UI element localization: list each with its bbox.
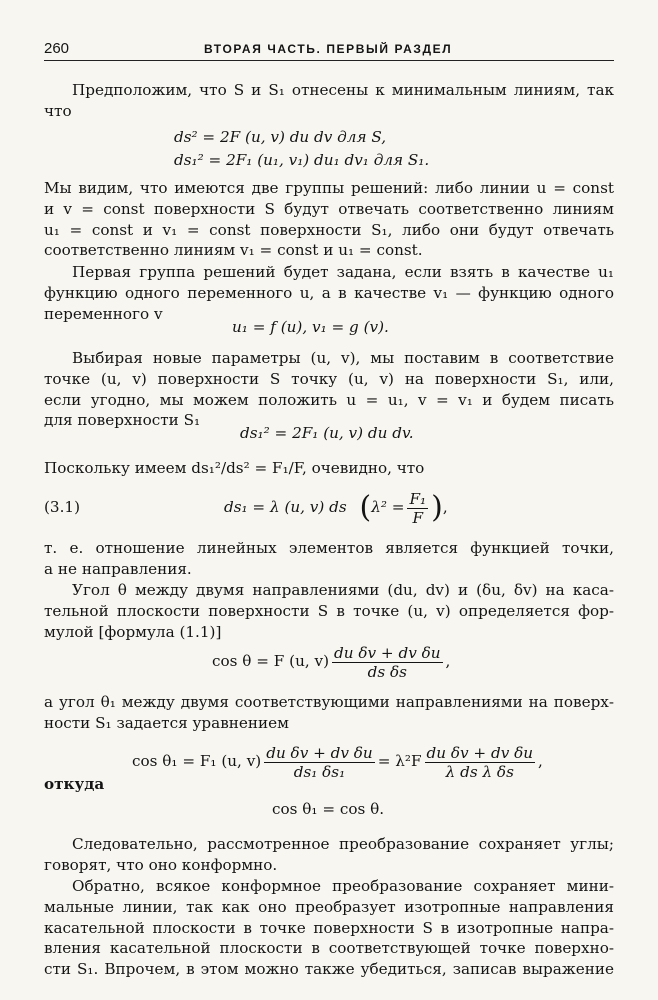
equation-cos-equal: cos θ₁ = cos θ.: [272, 800, 385, 818]
equation-cos-theta1: cos θ₁ = F₁ (u, v) $\frac{\text{du δv + dv δu}}{\text{ds₁ δs₁}}$ = λ²F $\frac{\text{du δv + dv δu}}{\text{λ ds λ δs}}$ ,: [132, 743, 543, 781]
equation-ds2: ds² = 2F (u, v) du dv для S,: [174, 128, 387, 146]
paragraph-angle-theta1: а угол θ₁ между двумя соответствующими направлениями на поверх- ности S₁ задается уравнением: [44, 693, 614, 732]
running-title: ВТОРАЯ ЧАСТЬ. ПЕРВЫЙ РАЗДЕЛ: [204, 42, 453, 56]
equation-3-1-denominator: F: [412, 508, 424, 527]
equation-cos-theta1-denominator-2: λ ds λ δs: [445, 762, 514, 781]
paragraph-first-group: Первая группа решений будет задана, если взять в качестве u₁ функцию одного переменного u, а в качестве v₁ — функцию одного переменного v: [44, 263, 614, 323]
paragraph-conformal: Следовательно, рассмотренное преобразование сохраняет углы; говорят, что оно конформно.: [44, 835, 614, 874]
paragraph-ratio: т. е. отношение линейных элементов является функцией точки, а не направления.: [44, 539, 614, 578]
paragraph-converse: Обратно, всякое конформное преобразование сохраняет мини- мальные линии, так как оно преобразует изотропные направления касательной плоскости в точке поверхности S в изотропные напра- вления касательной плоскости в соответствующей точке поверхно- сти S₁. Впрочем, в этом можно также убедиться, записав выражение: [44, 877, 614, 979]
equation-cos-theta-numerator: du δv + dv δu: [334, 643, 441, 662]
paragraph-new-parameters: Выбирая новые параметры (u, v), мы поставим в соответствие точке (u, v) поверхности S точку (u, v) на поверхности S₁, или, если угодно, мы можем положить u = u₁, v = v₁ и будем писать для поверхности S₁: [44, 349, 614, 430]
paragraph-minimal-lines: Предположим, что S и S₁ отнесены к минимальным линиям, так что: [44, 81, 614, 120]
equation-3-1-main: ds₁ = λ (u, v) ds: [224, 498, 347, 516]
equation-3-1: ds₁ = λ (u, v) ds (λ² = $\frac{\text{F₁}}{F}$ ),: [224, 489, 448, 527]
paragraph-two-groups: Мы видим, что имеются две группы решений: либо линии u = const и v = const поверхности S будут отвечать соответственно линиям u₁ = const и v₁ = const поверхности S₁, либо они будут отвечать соответственно линиям v₁ = const и u₁ = const.: [44, 179, 614, 260]
equation-3-1-numerator: F₁: [409, 489, 427, 508]
equation-3-1-cond: λ² =: [371, 498, 405, 516]
page: [44, 36, 614, 979]
equation-ds1-uv: ds₁² = 2F₁ (u, v) du dv.: [240, 424, 414, 442]
equation-cos-theta-denominator: ds δs: [367, 662, 407, 681]
equation-cos-theta1-denominator-1: ds₁ δs₁: [293, 762, 346, 781]
paragraph-angle: Угол θ между двумя направлениями (du, dv) и (δu, δv) на каса- тельной плоскости поверхности S в точке (u, v) определяется фор- мулой [формула (1.1)]: [44, 581, 614, 641]
equation-number: (3.1): [44, 498, 81, 516]
equation-cos-theta1-numerator-1: du δv + dv δu: [266, 743, 373, 762]
page-number: 260: [44, 40, 70, 57]
equation-cos-theta: cos θ = F (u, v) $\frac{\text{du δv + dv δu}}{\text{ds δs}}$ ,: [212, 643, 451, 681]
paragraph-whence: откуда: [44, 775, 105, 793]
equation-cos-theta1-lhs: cos θ₁ = F₁ (u, v): [132, 752, 262, 770]
running-header: [44, 36, 614, 61]
equation-cos-theta1-numerator-2: du δv + dv δu: [426, 743, 534, 762]
paragraph-since: Поскольку имеем ds₁²/ds² = F₁/F, очевидно, что: [44, 459, 425, 477]
equation-cos-theta-lhs: cos θ = F (u, v): [212, 652, 330, 670]
equation-u1-v1: u₁ = f (u), v₁ = g (v).: [232, 318, 389, 336]
equation-ds1-2: ds₁² = 2F₁ (u₁, v₁) du₁ dv₁ для S₁.: [174, 151, 430, 169]
